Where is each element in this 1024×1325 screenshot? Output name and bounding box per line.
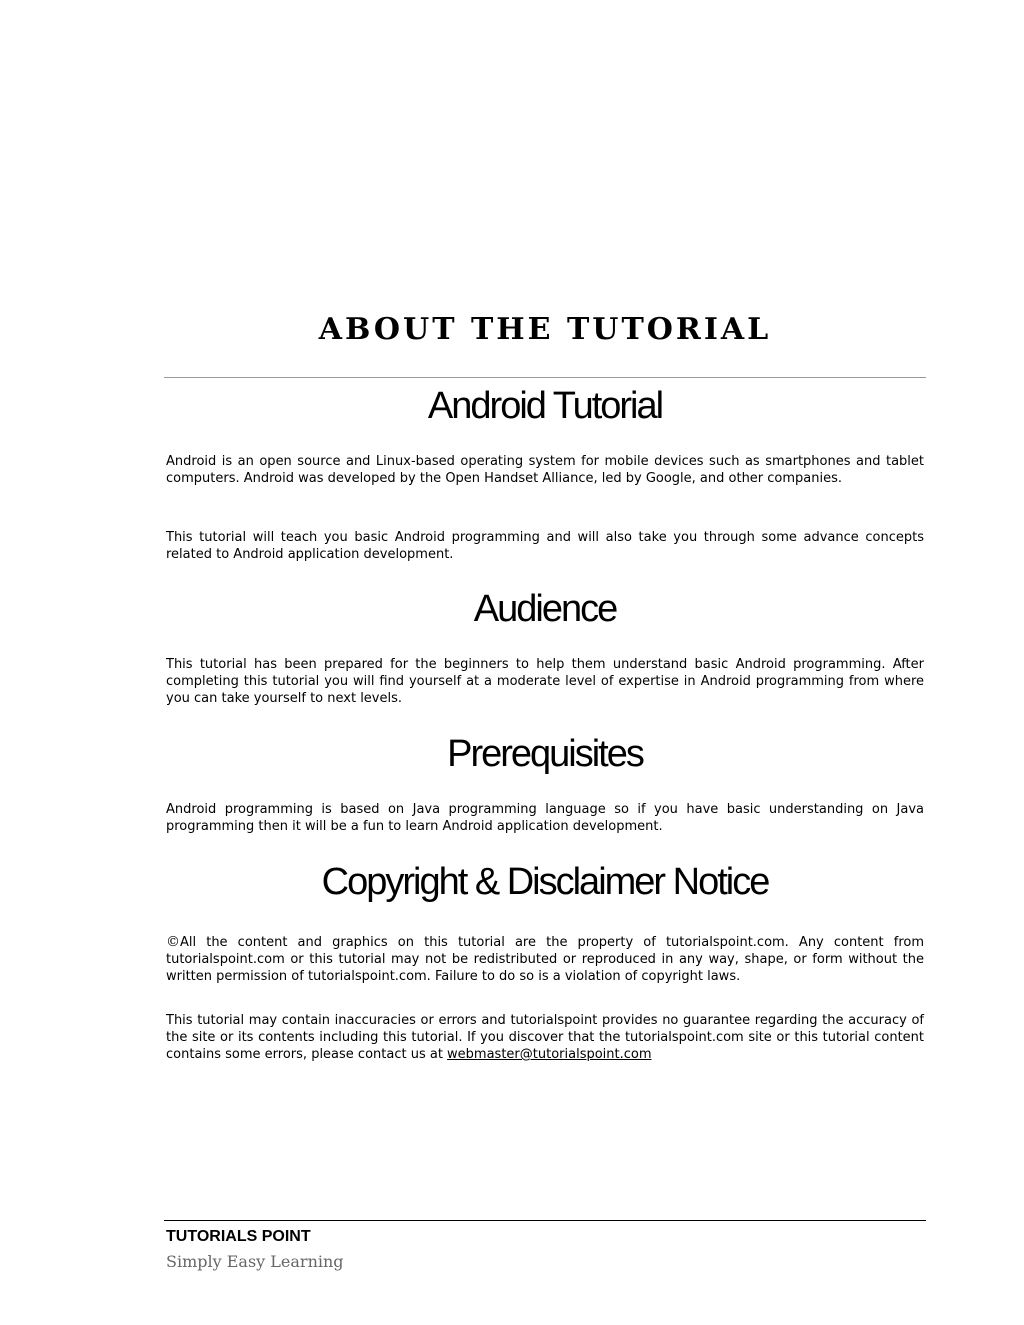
prerequisites-paragraph: Android programming is based on Java programming language so if you have basic understanding on Java programming then it will be a fun to learn Android application development.: [166, 802, 924, 834]
header-divider: [164, 377, 926, 378]
page-title: ABOUT THE TUTORIAL: [318, 312, 772, 347]
footer-tagline: Simply Easy Learning: [166, 1252, 344, 1271]
section-title-audience: Audience: [473, 588, 617, 630]
contact-email-link[interactable]: webmaster@tutorialspoint.com: [447, 1047, 652, 1062]
copyright-symbol: ©: [166, 934, 180, 950]
copyright-text: All the content and graphics on this tutorial are the property of tutorialspoint.com. Any content from tutorialspoint.com or this tutorial may not be redistributed or reproduced in any way, shape, or form without the written permission of tutorialspoint.com. Failure to do so is a violation of copyright laws.: [166, 935, 924, 984]
copyright-paragraph: [166, 934, 924, 985]
section-title-copyright: Copyright & Disclaimer Notice: [321, 861, 769, 903]
android-intro-paragraph: Android is an open source and Linux-based operating system for mobile devices such as smartphones and tablet computers. Android was developed by the Open Handset Alliance, led by Google, and other companies.: [166, 454, 924, 486]
footer-brand: TUTORIALS POINT: [166, 1228, 311, 1245]
footer-divider: [164, 1220, 926, 1221]
disclaimer-text: This tutorial may contain inaccuracies or errors and tutorialspoint provides no guarantee regarding the accuracy of the site or its contents including this tutorial. If you discover that the tutorialspoint.com site or this tutorial content contains some errors, please contact us at: [166, 1013, 924, 1062]
tutorial-scope-paragraph: This tutorial will teach you basic Android programming and will also take you through some advance concepts related to Android application development.: [166, 530, 924, 562]
section-title-prerequisites: Prerequisites: [447, 733, 643, 775]
section-title-android-tutorial: Android Tutorial: [427, 385, 663, 427]
disclaimer-paragraph: [166, 1012, 924, 1063]
audience-paragraph: This tutorial has been prepared for the beginners to help them understand basic Android programming. After completing this tutorial you will find yourself at a moderate level of expertise in Android programming from where you can take yourself to next levels.: [166, 657, 924, 706]
